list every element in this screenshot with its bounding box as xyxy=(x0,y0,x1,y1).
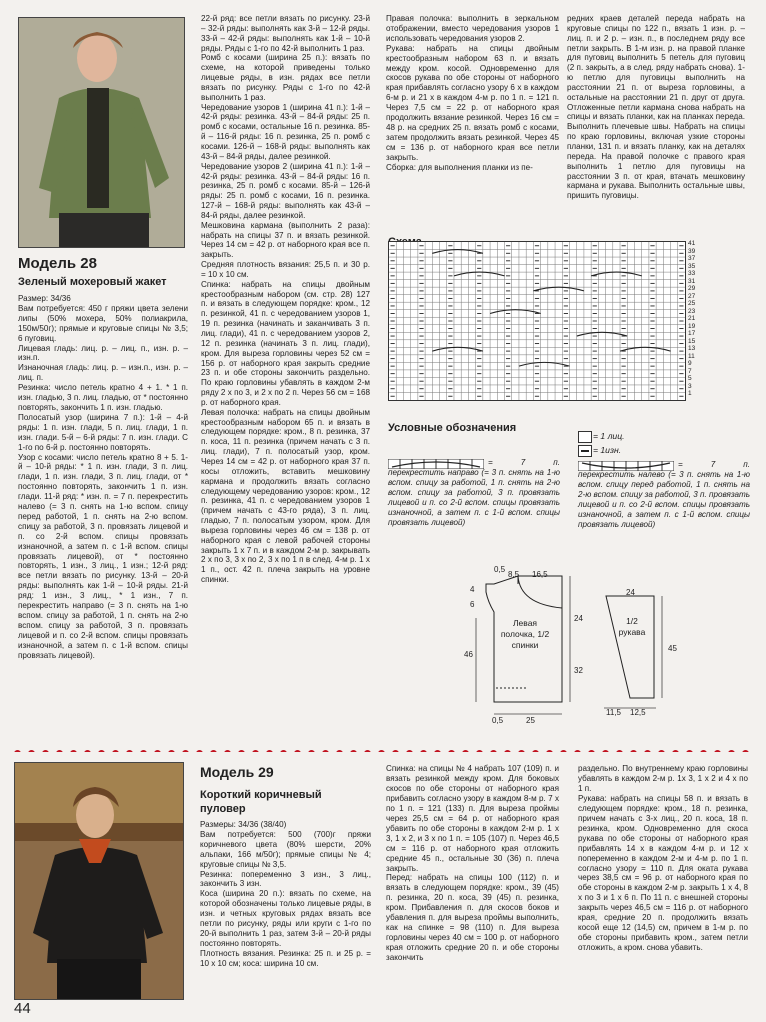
divider-dot xyxy=(476,750,483,752)
divider-dot xyxy=(448,750,455,752)
model28-subtitle: Зеленый мохеровый жакет xyxy=(18,276,167,288)
scheme-row-number: 41 xyxy=(688,240,696,247)
pattern2-label: 1/2 рукава xyxy=(618,616,646,637)
divider-dot xyxy=(560,750,567,752)
divider-dot xyxy=(602,750,609,752)
model29-title: Модель 29 xyxy=(200,764,274,780)
section-divider xyxy=(14,744,754,752)
divider-dot xyxy=(28,750,35,752)
scheme-row-number: 29 xyxy=(688,285,696,293)
divider-dot xyxy=(630,750,637,752)
divider-dot xyxy=(350,750,357,752)
divider-dot xyxy=(84,750,91,752)
divider-dot xyxy=(70,750,77,752)
pattern1-dim-2: 16,5 xyxy=(532,570,548,579)
divider-dot xyxy=(434,750,441,752)
scheme-row-numbers xyxy=(688,241,712,399)
model28-title: Модель 28 xyxy=(18,255,97,272)
legend-purl-symbol xyxy=(578,445,592,457)
divider-dot xyxy=(56,750,63,752)
legend-purl-text: = 1изн. xyxy=(593,445,622,455)
divider-dot xyxy=(686,750,693,752)
divider-dot xyxy=(378,750,385,752)
divider-dot xyxy=(364,750,371,752)
legend-knit-symbol xyxy=(578,431,592,443)
divider-dot xyxy=(280,750,287,752)
scheme-row-number: 25 xyxy=(688,300,696,308)
pattern1-dim-1: 8,5 xyxy=(508,570,520,579)
divider-dot xyxy=(742,750,749,752)
scheme-row-number: 31 xyxy=(688,277,696,285)
scheme-row-number: 35 xyxy=(688,262,696,270)
pattern1-dim-3: 4 xyxy=(470,585,475,594)
scheme-row-number: 37 xyxy=(688,255,696,263)
model29-column-2: Спинка: на спицы № 4 набрать 107 (109) п. и вязать резинкой между кром. Для боковых скосов по обе стороны от наборного края прибавить согласно узору в каждом 8-м р. 7 х по 1 п. = 121 (133) п. Для выреза проймы через 25,5 см = 64 р. от наборного края убавить по обе стороны в каждом 2-м р. 1 х 3, 1 х 2, и 3 х по 1 п. = 105 (107) п. Через 46,5 см = 116 р. от наборного края отложить средние 45 п., остальные 30 (36) п. плеча закрыть. Перед: набрать на спицы 100 (112) п. и вязать в следующем порядке: кром., 39 (45) п. резинка, 20 п. коса, 39 (45) п. резинка, кром. Прибавления п. для скосов боков и убавления п. для выреза проймы выполнить, как на спинке = 98 (110) п. Для выреза горловины через 40 см = 100 р. от наборного края отложить средние 20 п. и обе стороны закончить xyxy=(386,764,559,963)
scheme-row-number: 9 xyxy=(688,360,692,368)
divider-dot xyxy=(294,750,301,752)
divider-dot xyxy=(658,750,665,752)
model28-column-4: редних краев деталей переда набрать на круговые спицы по 122 п., вязать 1 изн. р. – лиц. п. и 2 р. – изн. п., в последнем ряду все петли закрыть. В 1-м изн. р. на правой планке для пуговиц выполнить 5 петель для пуговиц (2 п. закрыть, а в след. ряду набрать снова). 1-ю петлю для пуговицы выполнить на расстоянии 21 п. от выреза горловины, а остальные на расстоянии 21 п. друг от друга. Отложенные петли кармана снова набрать на спицы и вязать планки, как на планках переда. Выполнить плечевые швы. Набрать на спицы по краю горловины, включая узкие стороны планки, 131 п. и вязать планку, как на деталях переда. На правой полочке с правого края выполнить 1 петлю для пуговицы на расстоянии 3 п. от края, втачать мешковину кармана и рукава. Выполнить остальные швы, пришить пуговицы. xyxy=(567,14,745,201)
divider-dot xyxy=(518,750,525,752)
pattern-front-back xyxy=(462,562,592,734)
divider-dot xyxy=(728,750,735,752)
scheme-row-number: 7 xyxy=(688,367,692,375)
divider-dot xyxy=(644,750,651,752)
model28-column-2: 22-й ряд: все петли вязать по рисунку. 23-й – 32-й ряды: выполнять как 3-й – 12-й ряды. 33-й – 42-й ряды: выполнять как 1-й – 10-й ряды. Ряды с 1-го по 42-й выполнить 1 раз. Ромб с косами (ширина 25 п.): вязать по схеме, на которой приведены только лицевые ряды, в изн. рядах все петли вязать по рисунку. Ряды с 1-го по 42-й выполнить 1 раз. Чередование узоров 1 (ширина 41 п.): 1-й – 42-й ряды: резинка. 43-й – 84-й ряды: 25 п. ромб с косами, остальные 16 п. резинка. 85-й – 116-й ряды: 16 п. резинка, 25 п. ромб с косами. 126-й – 168-й ряды: выполнять как 43-й – 84-й ряды, далее резинкой. Чередование узоров 2 (ширина 41 п.): 1-й – 42-й ряды: резинка. 43-й – 84-й ряды: 16 п. резинка, 25 п. ромб с косами. 85-й – 126-й ряды: 25 п. ромб с косами, 16 п. резинка. 127-й – 168-й ряды: выполнять как 43-й – 84-й ряды, далее резинкой. Мешковина кармана (выполнить 2 раза): набрать на спицы 37 п. и вязать резинкой. Через 14 см = 42 р. от наборного края все п. закрыть. Средняя плотность вязания: 25,5 п. и 30 р. = 10 х 10 см. Спинка: набрать на спицы двойным крестообразным набором (см. стр. 28) 127 п. и вязать в следующем порядке: кром., 12 п. резинкой, 41 п. с чередованием узоров 1, 19 п. резинка (начинать и заканчивать 3 п. лиц. глади), 41 п. с чередованием узоров 2, 12 п. резинка (начинать 3 п. лиц. глади), кром. Для выреза горловины через 52 см = 156 р. от наборного края закрыть средние 23 п. и обе стороны закончить раздельно. По краю горловины убавлять в каждом 2-м ряду 2 х по 3, и 2 х по 2 п. Через 56 см = 168 р. от наборного края. Левая полочка: набрать на спицы двойным крестообразным набором 65 п. и вязать в следующем порядке: кром., 8 п. резинка, 37 п. коса, 11 п. резинка (причем начать с 3 п. лиц. глади), 7 п. полосатый узор, кром. Через 14 см = 42 р. от наборного края 37 п. косы отложить, вставить мешковину кармана и продолжить вязать согласно следующему чередованию узоров: кром., 12 п. резинка, 41 п. с чередованием узоров 1 (причем начать с 43-го ряда), 3 п. лиц. гладью, 7 п. полосатым узором, кром. Для выреза горловины через 46 см = 138 р. от наборного края с левой рабочей стороны закрыть 1 х 7 п. и в каждом 2-м р. закрывать 2 х по 3, 3 х по 2, 3 х по 1 п в след. 4-м р. 1 х 1 п., ост. 42 п. плеча закрыть на уровне спинки. xyxy=(201,14,370,585)
divider-dot xyxy=(224,750,231,752)
model29-column-3: раздельно. По внутреннему краю горловины убавлять в каждом 2-м р. 1х 3, 1 х 2 и 4 х по 1 п. Рукава: набрать на спицы 58 п. и вязать в следующем порядке: кром., 18 п. резинка, причем начать с 3-х лиц., 20 п. коса, 18 п. резинка, кром. Одновременно для скоса рукава по обе стороны от наборного края прибавлять 14 х в каждом 4-м р. и 12 х попеременно в каждом 2-м и 4-м р. по 1 п. согласно узору = 110 п. Для оката рукава через 38,5 см = 96 р. от наборного края по обе стороны в каждом 2-м р. закрыть 1 х 4, 8 х по 3 и 1 х 6 п. По 11 п. с внешней стороны закрыть через 46,5 см = 116 р. от наборного края, средние 20 п. продолжить вязать косой еще 12 (14,5) см, причем в 1-м р. по обе стороны прибавить кром., затем петли отложить, а кром. снова убавить. xyxy=(578,764,748,953)
divider-dot xyxy=(420,750,427,752)
divider-dot xyxy=(504,750,511,752)
scheme-row-number: 33 xyxy=(688,270,696,278)
scheme-row-number: 39 xyxy=(688,247,696,255)
divider-dot xyxy=(322,750,329,752)
divider-dot xyxy=(140,750,147,752)
divider-dot xyxy=(672,750,679,752)
page-number: 44 xyxy=(14,1000,31,1017)
pattern2-dim-2: 11,5 xyxy=(606,708,621,717)
legend-knit-text: = 1 лиц. xyxy=(593,431,625,441)
pattern1-dim-7: 32 xyxy=(574,666,583,675)
model29-subtitle: Короткий коричневый пуловер xyxy=(200,789,322,815)
divider-dot xyxy=(308,750,315,752)
model29-photo xyxy=(14,762,184,1000)
scheme-row-number: 5 xyxy=(688,375,692,383)
divider-dot xyxy=(714,750,721,752)
divider-dot xyxy=(392,750,399,752)
pattern1-dim-6: 46 xyxy=(464,650,473,659)
divider-dot xyxy=(182,750,189,752)
pattern1-dim-0: 0,5 xyxy=(494,565,506,574)
scheme-row-number: 21 xyxy=(688,315,696,323)
divider-dot xyxy=(406,750,413,752)
divider-dot xyxy=(336,750,343,752)
model28-photo xyxy=(18,17,185,248)
model28-column-3: Правая полочка: выполнить в зеркальном отображении, вместо чередования узоров 1 использовать чередования узоров 2. Рукава: набрать на спицы двойным крестообразным набором 63 п. и вязать между кром. косой. Одновременно для скосов рукава по обе стороны от наборного края прибавлять согласно узору 6 х в каждом 6-м р. и 21 х в каждом 4-м р. по 1 п. = 121 п. Через 7,5 см = 22 р. от наборного края продолжить вязание резинкой. Через 16 см = 48 р. на средних 25 п. вязать ромб с косами, затем продолжить вязать резинкой. Через 45 см = 136 р. от наборного края все петли закрыть. Сборка: для выполнения планки из пе- xyxy=(386,14,559,172)
pattern1-dim-4: 6 xyxy=(470,600,475,609)
pattern1-label: Левая полочка, 1/2 спинки xyxy=(500,618,550,650)
divider-dot xyxy=(210,750,217,752)
scheme-row-number: 13 xyxy=(688,345,696,353)
pattern1-dim-9: 25 xyxy=(526,716,535,725)
divider-dot xyxy=(168,750,175,752)
pattern2-dim-3: 12,5 xyxy=(630,708,646,717)
pattern-sleeve xyxy=(596,582,686,730)
divider-dot xyxy=(238,750,245,752)
divider-dot xyxy=(616,750,623,752)
model29-column-1: Размеры: 34/36 (38/40) Вам потребуется: 500 (700)г пряжи коричневого цвета (80% шерсти, 20% альпаки, 166 м/50г); прямые спицы № 4; круговые спицы № 3,5. Резинка: попеременно 3 изн., 3 лиц., закончить 3 изн. Коса (ширина 20 п.): вязать по схеме, на которой обозначены только лицевые ряды, в изн. и четных круговых рядах вязать все петли по рисунку, ряды или круги с 1-го по 20-й выполнить 1 раз, затем 3-й – 20-й ряды постоянно повторять. Плотность вязания. Резинка: 25 п. и 25 р. = 10 х 10 см; коса: ширина 10 см. xyxy=(200,820,371,968)
divider-dot xyxy=(154,750,161,752)
divider-dot xyxy=(266,750,273,752)
divider-dot xyxy=(574,750,581,752)
model28-column-1: Размер: 34/36 Вам потребуется: 450 г пряжи цвета зелени липы (50% мохера, 50% полиакрила, 150м/50г); прямые и круговые спицы № 3,5; 6 пуговиц. Лицевая гладь: лиц. р. – лиц. п., изн. р. – изн.п. Изнаночная гладь: лиц. р. – изн.п., изн. р. – лиц. п. Резинка: число петель кратно 4 + 1. * 1 п. изн. гладью, 3 п. лиц. гладью, от * постоянно повторять, закончить 1 п. изн. гладью. Полосатый узор (ширина 7 п.): 1-й – 4-й ряды: 1 п. изн. глади, 5 п. лиц. глади, 1 п. изн. глади. 5-й – 6-й ряды: 7 п. изн. глади. С 1-го по 6-й р. постоянно повторять. Узор с косами: число петель кратно 8 + 5. 1-й – 10-й ряды: * 1 п. изн. глади, 3 п. лиц. глади, 1 п. изн. глади, 3 п. лиц. глади, от * постоянно повторять, закончить 1 п. изн. глади. 11-й ряд: * изн. п. = 7 п. перекрестить налево (= 3 п. снять на 1-ю вспом. спицу перед работой, 1 п. снять на 2-ю вспом. спицу за работой, 3 п. провязать лицевой и п. со 2-й вспом. спицы провязать изнаночной, а затем п. с 1-й вспом. спицы провязать лицевой), от * постоянно повторять, 1 изн., 3 лиц., 1 изн.; 12-й ряд: все петли вязать по рисунку. 13-й – 20-й ряды: выполнять как 1-й – 10-й ряды. 21-й ряд: 1 изн., 3 лиц., * 1 изн., 7 п. перекрестить направо (= 3 п. снять на 1-ю вспом. спицу за работой, 1 п. снять на 2-ю вспом. спицу за работой, 3 п. провязать лицевой и п. со 2-й вспом. спицы провязать изнаночной, а затем п. с 1-й вспом. спицы провязать лицевой). xyxy=(18,294,188,660)
scheme-row-number: 11 xyxy=(688,352,695,360)
scheme-row-number: 3 xyxy=(688,382,692,390)
divider-dot xyxy=(462,750,469,752)
pattern1-dim-8: 0,5 xyxy=(492,716,504,725)
scheme-row-number: 19 xyxy=(688,322,696,330)
divider-dot xyxy=(112,750,119,752)
divider-dot xyxy=(588,750,595,752)
scheme-row-number: 1 xyxy=(688,390,692,398)
scheme-row-number: 23 xyxy=(688,307,696,315)
divider-dot xyxy=(252,750,259,752)
scheme-row-number: 27 xyxy=(688,292,696,300)
knitting-scheme xyxy=(388,241,686,401)
pattern2-dim-1: 45 xyxy=(668,644,677,653)
legend-cross-right-text: = 7 п. перекрестить направо (= 3 п. снять на 1-ю вспом. спицу за работой, 1 п. снять на 2-ю вспом. спицу за работой, 3 п. провязать лицевой и п. со 2-й вспом. спицы провязать изнаночной, а затем п. с 1-й вспом. спицы провязать лицевой) xyxy=(388,458,560,527)
divider-dot xyxy=(546,750,553,752)
divider-dot xyxy=(98,750,105,752)
divider-dot xyxy=(700,750,707,752)
divider-dot xyxy=(196,750,203,752)
divider-dot xyxy=(42,750,49,752)
scheme-row-number: 17 xyxy=(688,330,696,338)
divider-dot xyxy=(490,750,497,752)
legend-cross-left-text: = 7 п. перекрестить налево (= 3 п. снять на 1-ю вспом. спицу перед работой, 1 п. снять на 2-ю вспом. спицу за работой, 3 п. провязать лицевой и п. со 2-й вспом. спицы провязать изнаночной, а затем п. с 1-й вспом. спицы провязать лицевой) xyxy=(578,460,750,529)
scheme-row-number: 15 xyxy=(688,337,696,345)
legend-title: Условные обозначения xyxy=(388,422,517,434)
divider-dot xyxy=(126,750,133,752)
divider-dot xyxy=(532,750,539,752)
pattern2-dim-0: 24 xyxy=(626,588,635,597)
pattern1-dim-5: 24 xyxy=(574,614,583,623)
divider-dot xyxy=(14,750,21,752)
